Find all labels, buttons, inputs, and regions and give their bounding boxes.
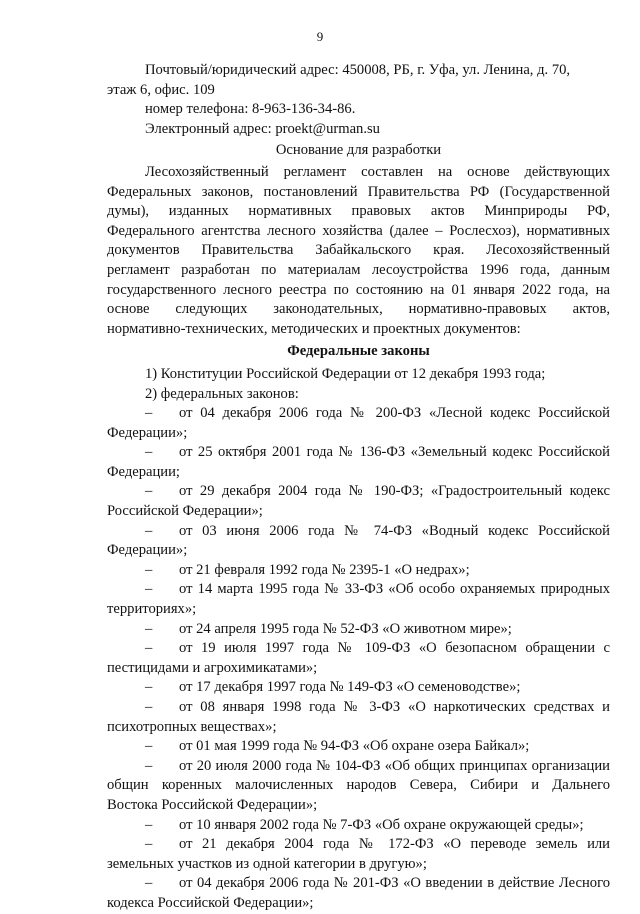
law-item-text: от 03 июня 2006 года № 74-ФЗ «Водный кодекс Российской bbox=[179, 522, 610, 539]
law-item bbox=[107, 522, 610, 561]
law-item-first-line bbox=[107, 816, 610, 836]
law-item-first-line bbox=[107, 874, 610, 894]
page-content bbox=[107, 61, 610, 914]
law-item-continuation: общин коренных малочисленных народов Севера, Сибири и Дальнего bbox=[107, 777, 610, 794]
law-item bbox=[107, 678, 610, 698]
basis-line: государственного лесного реестра по состоянию на 01 января 2022 года, на bbox=[107, 281, 610, 298]
law-item bbox=[107, 737, 610, 757]
law-item-text: от 08 января 1998 года № 3-ФЗ «О наркотических средствах и bbox=[179, 699, 610, 715]
address-line-2: этаж 6, офис. 109 bbox=[107, 81, 215, 98]
law-item-continuation: Российской Федерации»; bbox=[107, 503, 263, 520]
law-item-text: от 10 января 2002 года № 7-ФЗ «Об охране окружающей среды»; bbox=[179, 816, 584, 833]
law-item-text: от 21 декабря 2004 года № 172-ФЗ «О переводе земель или bbox=[179, 836, 610, 853]
law-item-first-line bbox=[107, 835, 610, 855]
address-line-1: Почтовый/юридический адрес: 450008, РБ, г. Уфа, ул. Ленина, д. 70, bbox=[145, 62, 571, 78]
law-item-continuation: территориях»; bbox=[107, 601, 197, 618]
law-item-first-line bbox=[107, 561, 610, 581]
law-item-first-line bbox=[107, 698, 610, 718]
basis-line: Федеральных законов, постановлений Правительства РФ (Государственной bbox=[107, 183, 610, 200]
law-item bbox=[107, 816, 610, 836]
email-line: Электронный адрес: proekt@urman.su bbox=[145, 120, 380, 137]
page-number: 9 bbox=[316, 29, 324, 44]
federal-laws-heading: Федеральные законы bbox=[287, 343, 430, 360]
dash-bullet: – bbox=[145, 699, 153, 715]
law-item-first-line bbox=[107, 620, 610, 640]
law-item-text: от 19 июля 1997 года № 109-ФЗ «О безопасном обращении с bbox=[179, 640, 610, 657]
dash-bullet: – bbox=[145, 561, 153, 578]
law-item-first-line bbox=[107, 580, 610, 600]
dash-bullet: – bbox=[145, 581, 153, 598]
law-item-text: от 04 декабря 2006 года № 200-ФЗ «Лесной кодекс Российской bbox=[179, 405, 610, 422]
basis-line: думы), изданных нормативных правовых актов Минприроды РФ, bbox=[107, 203, 610, 220]
basis-line: регламент разработан по материалам лесоустройства 1996 года, данным bbox=[107, 261, 610, 278]
law-item-continuation: психотропных веществах»; bbox=[107, 718, 277, 735]
law-item-text: от 20 июля 2000 года № 104-ФЗ «Об общих принципах организации bbox=[179, 757, 610, 774]
law-item bbox=[107, 561, 610, 581]
law-item-first-line bbox=[107, 522, 610, 542]
law-item-continuation: земельных участков из одной категории в другую»; bbox=[107, 855, 427, 872]
law-item-continuation: пестицидами и агрохимикатами»; bbox=[107, 659, 318, 676]
law-item-continuation: Федерации»; bbox=[107, 424, 188, 441]
dash-bullet: – bbox=[145, 620, 153, 637]
basis-line: документов Правительства Забайкальского края. Лесохозяйственный bbox=[107, 242, 610, 259]
law-item bbox=[107, 404, 610, 443]
basis-heading: Основание для разработки bbox=[275, 142, 442, 159]
law-item-continuation: Федерации»; bbox=[107, 542, 188, 559]
dash-bullet: – bbox=[145, 679, 153, 696]
law-item-continuation: Федерации; bbox=[107, 463, 180, 480]
law-item bbox=[107, 580, 610, 619]
dash-bullet: – bbox=[145, 875, 153, 892]
law-item-text: от 29 декабря 2004 года № 190-ФЗ; «Градостроительный кодекс bbox=[179, 483, 610, 500]
law-list bbox=[107, 404, 610, 913]
law-item-continuation: Востока Российской Федерации»; bbox=[107, 796, 318, 813]
law-item-text: от 14 марта 1995 года № 33-ФЗ «Об особо охраняемых природных bbox=[179, 581, 610, 598]
law-item bbox=[107, 757, 610, 816]
law-item bbox=[107, 639, 610, 678]
phone-line: номер телефона: 8-963-136-34-86. bbox=[145, 101, 356, 118]
law-item bbox=[107, 482, 610, 521]
law-item-text: от 24 апреля 1995 года № 52-ФЗ «О животном мире»; bbox=[179, 620, 512, 637]
dash-bullet: – bbox=[145, 483, 153, 500]
law-item-text: от 25 октября 2001 года № 136-ФЗ «Земельный кодекс Российской bbox=[179, 444, 610, 461]
basis-paragraph bbox=[107, 163, 610, 339]
law-item-first-line bbox=[107, 482, 610, 502]
dash-bullet: – bbox=[145, 836, 153, 853]
dash-bullet: – bbox=[145, 738, 153, 755]
law-item bbox=[107, 620, 610, 640]
dash-bullet: – bbox=[145, 816, 153, 833]
law-item-first-line bbox=[107, 639, 610, 659]
law-item bbox=[107, 698, 610, 737]
law-item-first-line bbox=[107, 757, 610, 777]
law-item-continuation: кодекса Российской Федерации»; bbox=[107, 894, 314, 911]
law-item bbox=[107, 874, 610, 913]
numbered-item: 1) Конституции Российской Федерации от 12 декабря 1993 года; bbox=[145, 365, 546, 382]
law-item-first-line bbox=[107, 678, 610, 698]
law-item-first-line bbox=[107, 443, 610, 463]
basis-line: нормативно-технических, методических и проектных документов: bbox=[107, 320, 521, 337]
law-item-text: от 17 декабря 1997 года № 149-ФЗ «О семеноводстве»; bbox=[179, 679, 521, 696]
law-item-text: от 21 февраля 1992 года № 2395-1 «О недрах»; bbox=[179, 561, 470, 578]
law-item bbox=[107, 835, 610, 874]
law-item-text: от 01 мая 1999 года № 94-ФЗ «Об охране озера Байкал»; bbox=[179, 738, 530, 755]
law-item-first-line bbox=[107, 737, 610, 757]
basis-line: основе следующих законодательных, нормативно-правовых актов, bbox=[107, 301, 610, 318]
basis-line: Федерального агентства лесного хозяйства (далее – Рослесхоз), нормативных bbox=[107, 222, 610, 239]
dash-bullet: – bbox=[145, 757, 153, 774]
law-item-text: от 04 декабря 2006 года № 201-ФЗ «О введении в действие Лесного bbox=[179, 875, 610, 892]
numbered-item: 2) федеральных законов: bbox=[145, 385, 299, 402]
dash-bullet: – bbox=[145, 405, 153, 422]
dash-bullet: – bbox=[145, 444, 153, 461]
dash-bullet: – bbox=[145, 522, 153, 539]
law-item bbox=[107, 443, 610, 482]
law-item-first-line bbox=[107, 404, 610, 424]
basis-line: Лесохозяйственный регламент составлен на основе действующих bbox=[145, 163, 610, 180]
dash-bullet: – bbox=[145, 640, 153, 657]
